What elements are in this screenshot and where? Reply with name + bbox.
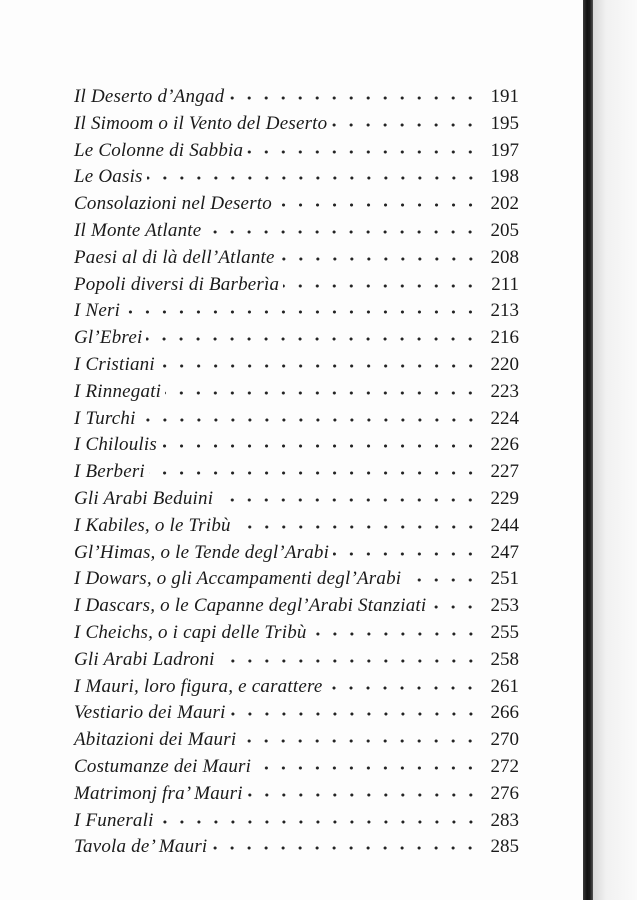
toc-entry <box>74 676 519 703</box>
entry-page-number: 216 <box>490 327 519 349</box>
toc-entry <box>74 220 519 247</box>
entry-title: I Turchi <box>74 407 136 429</box>
entry-page-number: 272 <box>490 755 519 777</box>
toc-entry <box>74 836 519 863</box>
dot-leader <box>147 170 479 186</box>
entry-title: Le Colonne di Sabbia <box>74 139 244 161</box>
entry-page-number: 266 <box>490 702 519 724</box>
toc-entry <box>74 193 519 220</box>
entry-page-number: 229 <box>490 487 519 509</box>
dot-leader <box>161 438 479 454</box>
entry-title: Gli Arabi Beduini <box>74 487 214 509</box>
toc-entry <box>74 622 519 649</box>
entry-page-number: 276 <box>490 782 519 804</box>
toc-entry <box>74 300 519 327</box>
toc-entry <box>74 86 519 113</box>
dot-leader <box>228 90 479 106</box>
toc-entry <box>74 783 519 810</box>
toc-entry <box>74 649 519 676</box>
dot-leader <box>217 492 479 508</box>
dot-leader <box>124 304 479 320</box>
toc-entry <box>74 327 519 354</box>
toc-entry <box>74 408 519 435</box>
entry-title: Consolazioni nel Deserto <box>74 193 272 215</box>
toc-entry <box>74 461 519 488</box>
entry-title: Abitazioni dei Mauri <box>74 729 237 751</box>
toc-entry <box>74 488 519 515</box>
entry-title: Il Deserto d’Angad <box>74 86 225 107</box>
dot-leader <box>140 412 479 428</box>
toc-entry <box>74 354 519 381</box>
dot-leader <box>240 733 479 749</box>
entry-title: Il Monte Atlante <box>74 219 202 241</box>
entry-page-number: 226 <box>490 434 519 456</box>
entry-title: I Rinnegati <box>74 380 162 402</box>
entry-title: Tavola de’ Mauri <box>74 836 208 858</box>
entry-page-number: 220 <box>490 353 519 375</box>
entry-page-number: 244 <box>490 514 519 536</box>
toc-entry <box>74 515 519 542</box>
entry-page-number: 258 <box>490 648 519 670</box>
page-edge <box>593 0 637 900</box>
toc-entry <box>74 166 519 193</box>
entry-page-number: 247 <box>490 541 519 563</box>
dot-leader <box>405 572 479 588</box>
dot-leader <box>331 117 479 133</box>
toc-entry <box>74 702 519 729</box>
dot-leader <box>219 653 479 669</box>
entry-page-number: 205 <box>490 219 519 241</box>
toc-entry <box>74 274 519 301</box>
entry-page-number: 255 <box>490 621 519 643</box>
entry-title: Matrimonj fra’ Mauri <box>74 782 243 804</box>
entry-page-number: 213 <box>490 300 519 322</box>
dot-leader <box>311 626 479 642</box>
entry-title: Gl’Ebrei <box>74 327 143 349</box>
entry-title: Vestiario dei Mauri <box>74 702 226 724</box>
entry-page-number: 211 <box>491 273 519 295</box>
dot-leader <box>333 546 479 562</box>
entry-title: Le Oasis <box>74 166 143 188</box>
entry-title: Gl’Himas, o le Tende degl’Arabi <box>74 541 330 563</box>
entry-page-number: 285 <box>490 836 519 858</box>
entry-page-number: 253 <box>490 595 519 617</box>
entry-title: Il Simoom o il Vento del Deserto <box>74 112 328 134</box>
dot-leader <box>326 680 479 696</box>
dot-leader <box>211 840 479 856</box>
entry-title: I Cristiani <box>74 353 155 375</box>
dot-leader <box>255 760 479 776</box>
dot-leader <box>279 251 479 267</box>
entry-title: Paesi al di là dell’Atlante <box>74 246 275 268</box>
entry-page-number: 191 <box>490 86 519 107</box>
dot-leader <box>247 787 479 803</box>
entry-page-number: 195 <box>490 112 519 134</box>
dot-leader <box>235 519 479 535</box>
dot-leader <box>276 197 479 213</box>
entry-title: I Neri <box>74 300 121 322</box>
dot-leader <box>430 599 479 615</box>
dot-leader <box>146 331 479 347</box>
entry-page-number: 198 <box>490 166 519 188</box>
dot-leader <box>165 385 479 401</box>
book-spine-shadow <box>583 0 593 900</box>
toc-entry <box>74 140 519 167</box>
dot-leader <box>283 278 479 294</box>
dot-leader <box>247 144 479 160</box>
entry-page-number: 208 <box>490 246 519 268</box>
entry-title: I Dascars, o le Capanne degl’Arabi Stanziati <box>74 595 427 617</box>
dot-leader <box>230 706 479 722</box>
entry-page-number: 227 <box>490 461 519 483</box>
entry-title: I Cheichs, o i capi delle Tribù <box>74 621 307 643</box>
dot-leader <box>159 358 479 374</box>
dot-leader <box>149 465 479 481</box>
entry-title: Costumanze dei Mauri <box>74 755 252 777</box>
toc-entry <box>74 434 519 461</box>
entry-page-number: 202 <box>490 193 519 215</box>
entry-page-number: 197 <box>490 139 519 161</box>
toc-entry <box>74 756 519 783</box>
toc-entry <box>74 113 519 140</box>
toc-entry <box>74 568 519 595</box>
entry-title: Gli Arabi Ladroni <box>74 648 215 670</box>
entry-title: I Mauri, loro figura, e carattere <box>74 675 323 697</box>
toc-entry <box>74 542 519 569</box>
entry-title: I Chiloulis <box>74 434 157 456</box>
entry-page-number: 251 <box>490 568 519 590</box>
entry-page-number: 223 <box>490 380 519 402</box>
entry-page-number: 283 <box>490 809 519 831</box>
toc-entry <box>74 729 519 756</box>
toc-entry <box>74 247 519 274</box>
entry-page-number: 261 <box>490 675 519 697</box>
toc-entry <box>74 381 519 408</box>
dot-leader <box>205 224 479 240</box>
entry-title: I Funerali <box>74 809 154 831</box>
toc-entry <box>74 595 519 622</box>
entry-page-number: 270 <box>490 729 519 751</box>
entry-title: Popoli diversi di Barberìa <box>74 273 280 295</box>
entry-title: I Berberi <box>74 461 145 483</box>
dot-leader <box>158 814 479 830</box>
table-of-contents <box>74 86 519 863</box>
entry-title: I Kabiles, o le Tribù <box>74 514 231 536</box>
toc-entry <box>74 810 519 837</box>
entry-page-number: 224 <box>490 407 519 429</box>
entry-title: I Dowars, o gli Accampamenti degl’Arabi <box>74 568 402 590</box>
